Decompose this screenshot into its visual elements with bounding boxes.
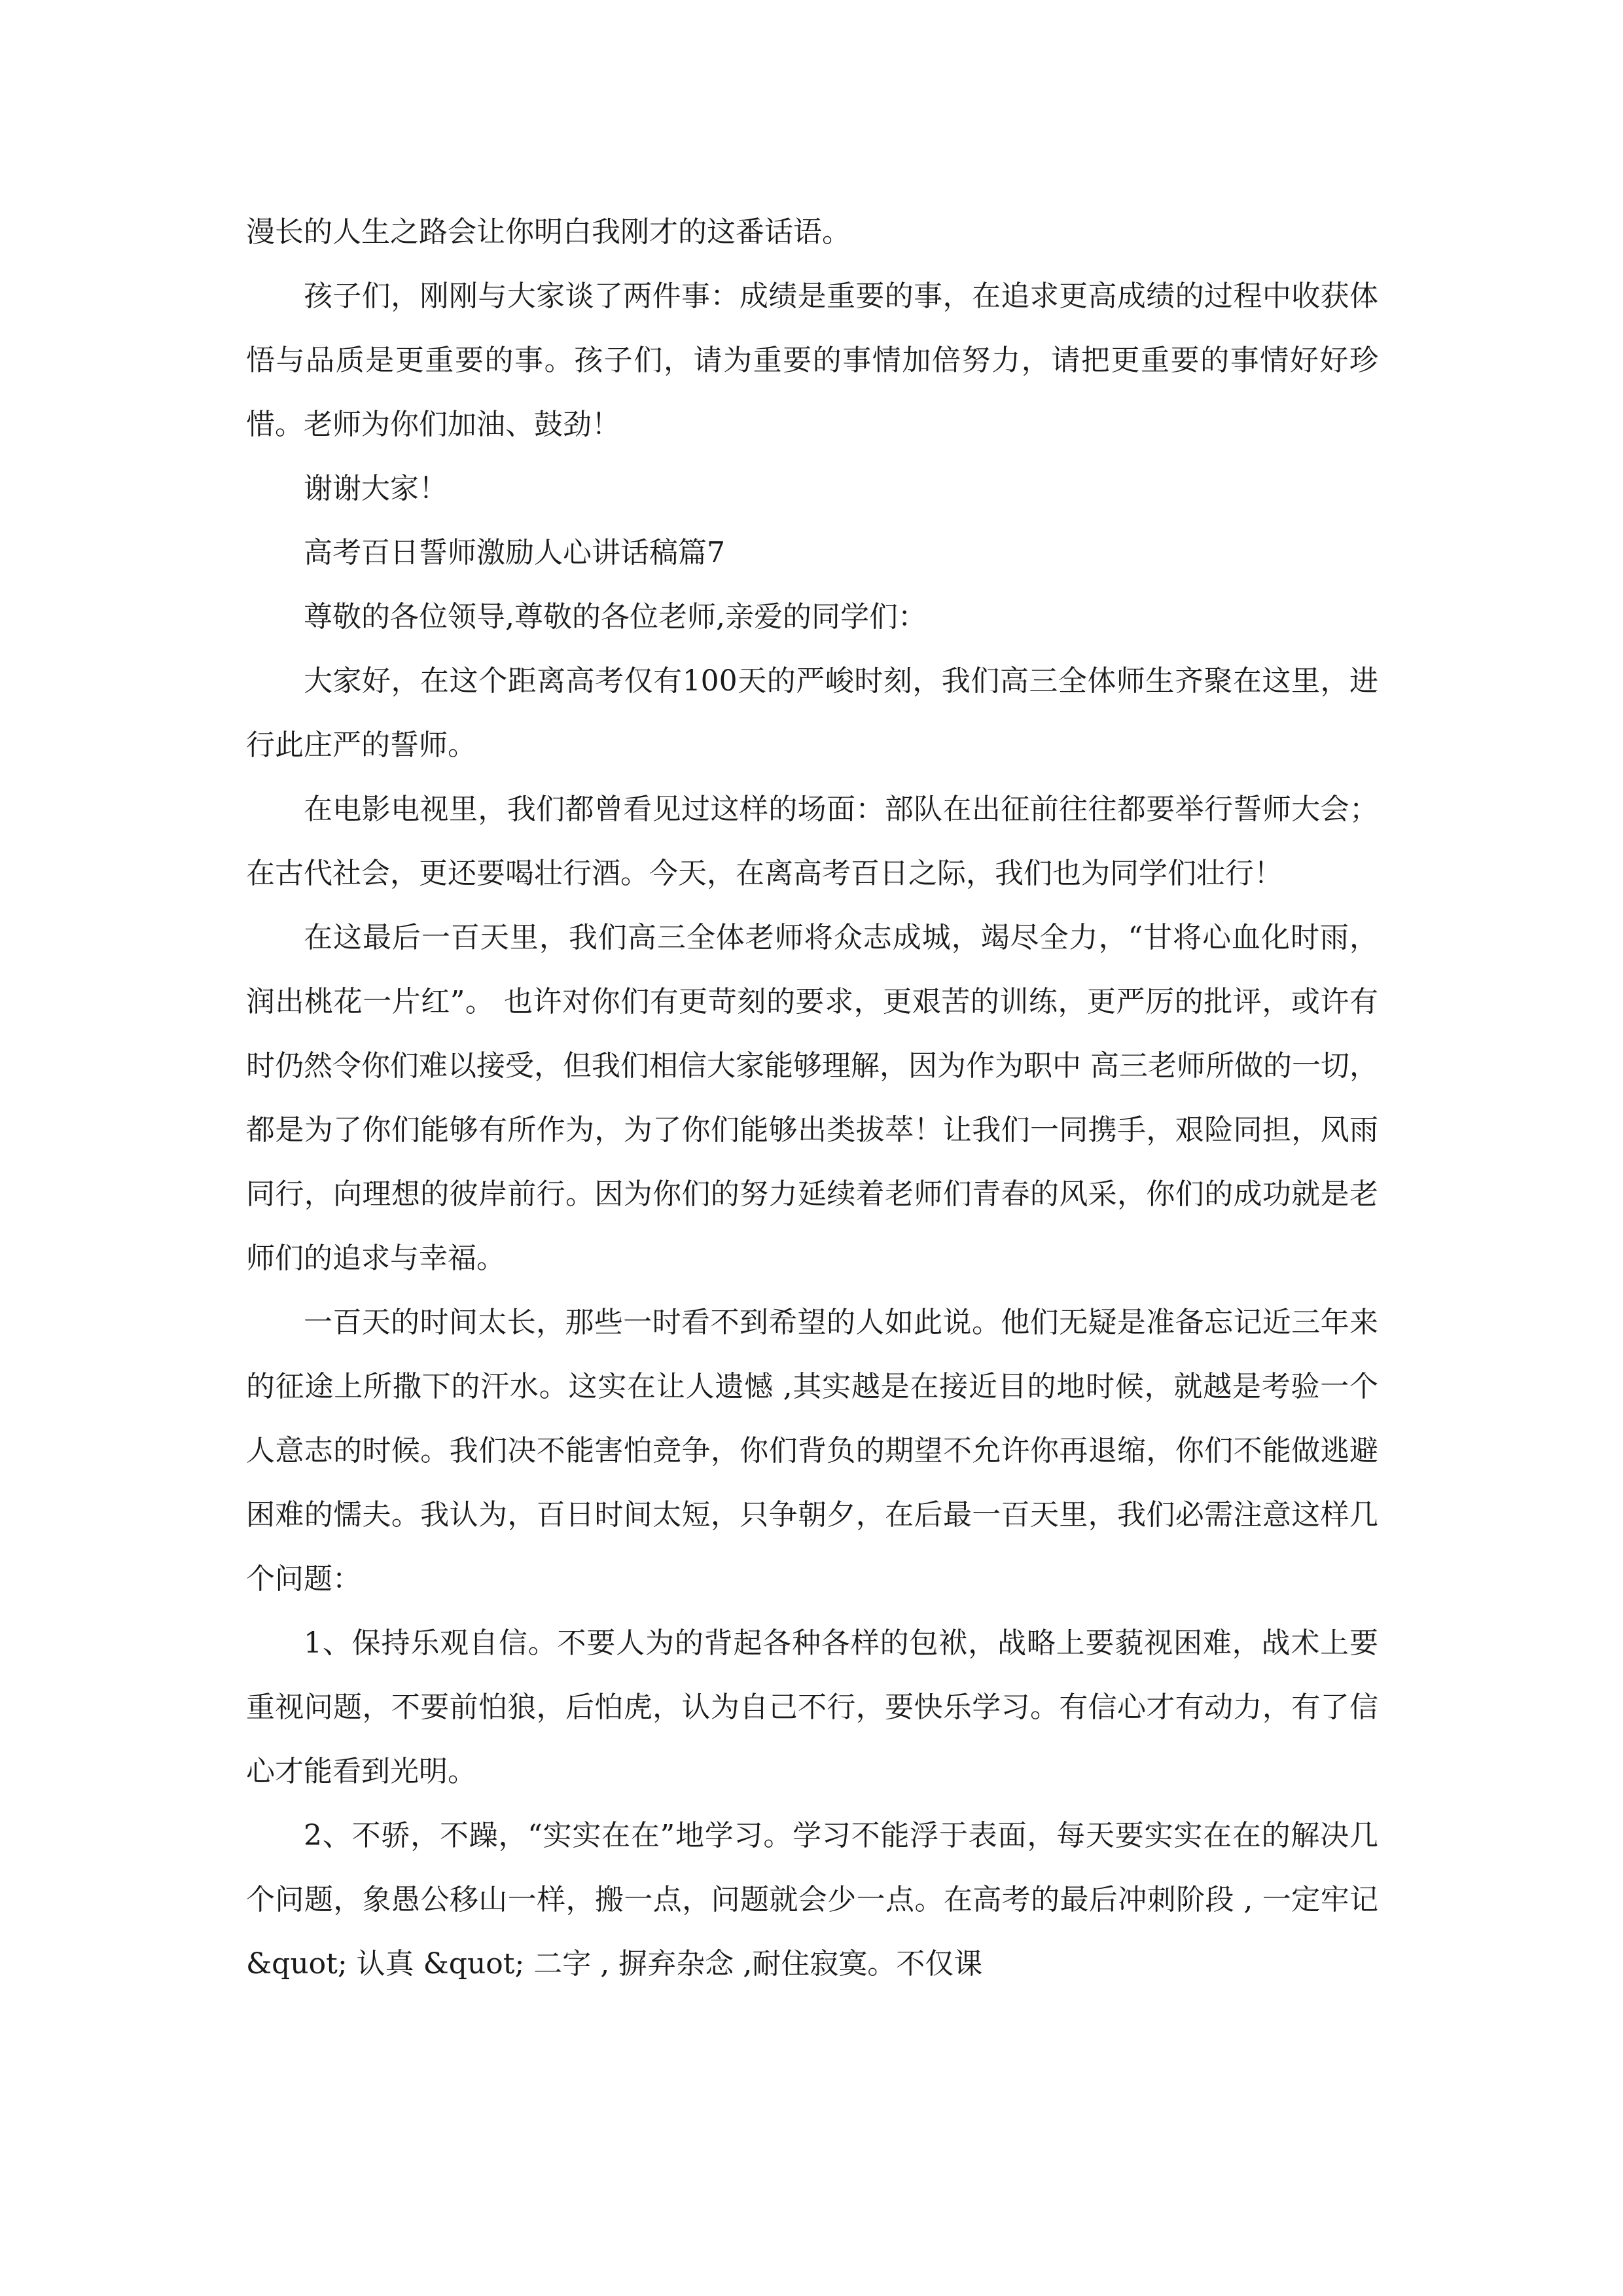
paragraph: 在电影电视里，我们都曾看见过这样的场面：部队在出征前往往都要举行誓师大会；在古代社会，更还要喝壮行酒。今天，在离高考百日之际，我们也为同学们壮行！ <box>246 793 1378 890</box>
paragraph: 孩子们，刚刚与大家谈了两件事：成绩是重要的事，在追求更高成绩的过程中收获体悟与品质是更重要的事。孩子们，请为重要的事情加倍努力，请把更重要的事情好好珍惜。老师为你们加油、鼓劲！ <box>246 279 1378 441</box>
list-item: 2、不骄，不躁，“实实在在”地学习。学习不能浮于表面，每天要实实在在的解决几个问题，象愚公移山一样，搬一点，问题就会少一点。在高考的最后冲刺阶段 , 一定牢记 &quot; 认真 &quot; 二字 , 摒弃杂念 ,耐住寂寞。不仅课 <box>246 1819 1378 1981</box>
body-text <box>246 200 1378 1996</box>
salutation: 尊敬的各位领导,尊敬的各位老师,亲爱的同学们： <box>304 600 927 634</box>
section-heading: 高考百日誓师激励人心讲话稿篇7 <box>304 536 725 569</box>
paragraph: 漫长的人生之路会让你明白我刚才的这番话语。 <box>246 215 851 249</box>
paragraph: 谢谢大家！ <box>304 472 448 505</box>
paragraph: 一百天的时间太长，那些一时看不到希望的人如此说。他们无疑是准备忘记近三年来的征途上所撒下的汗水。这实在让人遗憾 ,其实越是在接近目的地时候，就越是考验一个人意志的时候。我们决不能害怕竞争，你们背负的期望不允许你再退缩，你们不能做逃避困难的懦夫。我认为，百日时间太短，只争朝夕，在后最一百天里，我们必需注意这样几个问题： <box>246 1306 1378 1596</box>
paragraph: 大家好，在这个距离高考仅有100天的严峻时刻，我们高三全体师生齐聚在这里，进行此庄严的誓师。 <box>246 664 1378 762</box>
list-item: 1、保持乐观自信。不要人为的背起各种各样的包袱，战略上要藐视困难，战术上要重视问题，不要前怕狼，后怕虎，认为自己不行，要快乐学习。有信心才有动力，有了信心才能看到光明。 <box>246 1626 1378 1788</box>
paragraph: 在这最后一百天里，我们高三全体老师将众志成城，竭尽全力，“甘将心血化时雨，润出桃花一片红”。 也许对你们有更苛刻的要求，更艰苦的训练，更严厉的批评，或许有时仍然令你们难以接受，但我们相信大家能够理解，因为作为职中 高三老师所做的一切，都是为了你们能够有所作为，为了你们能够出类拔萃！让我们一同携手，艰险同担，风雨同行，向理想的彼岸前行。因为你们的努力延续着老师们青春的风采，你们的成功就是老师们的追求与幸福。 <box>246 921 1378 1275</box>
